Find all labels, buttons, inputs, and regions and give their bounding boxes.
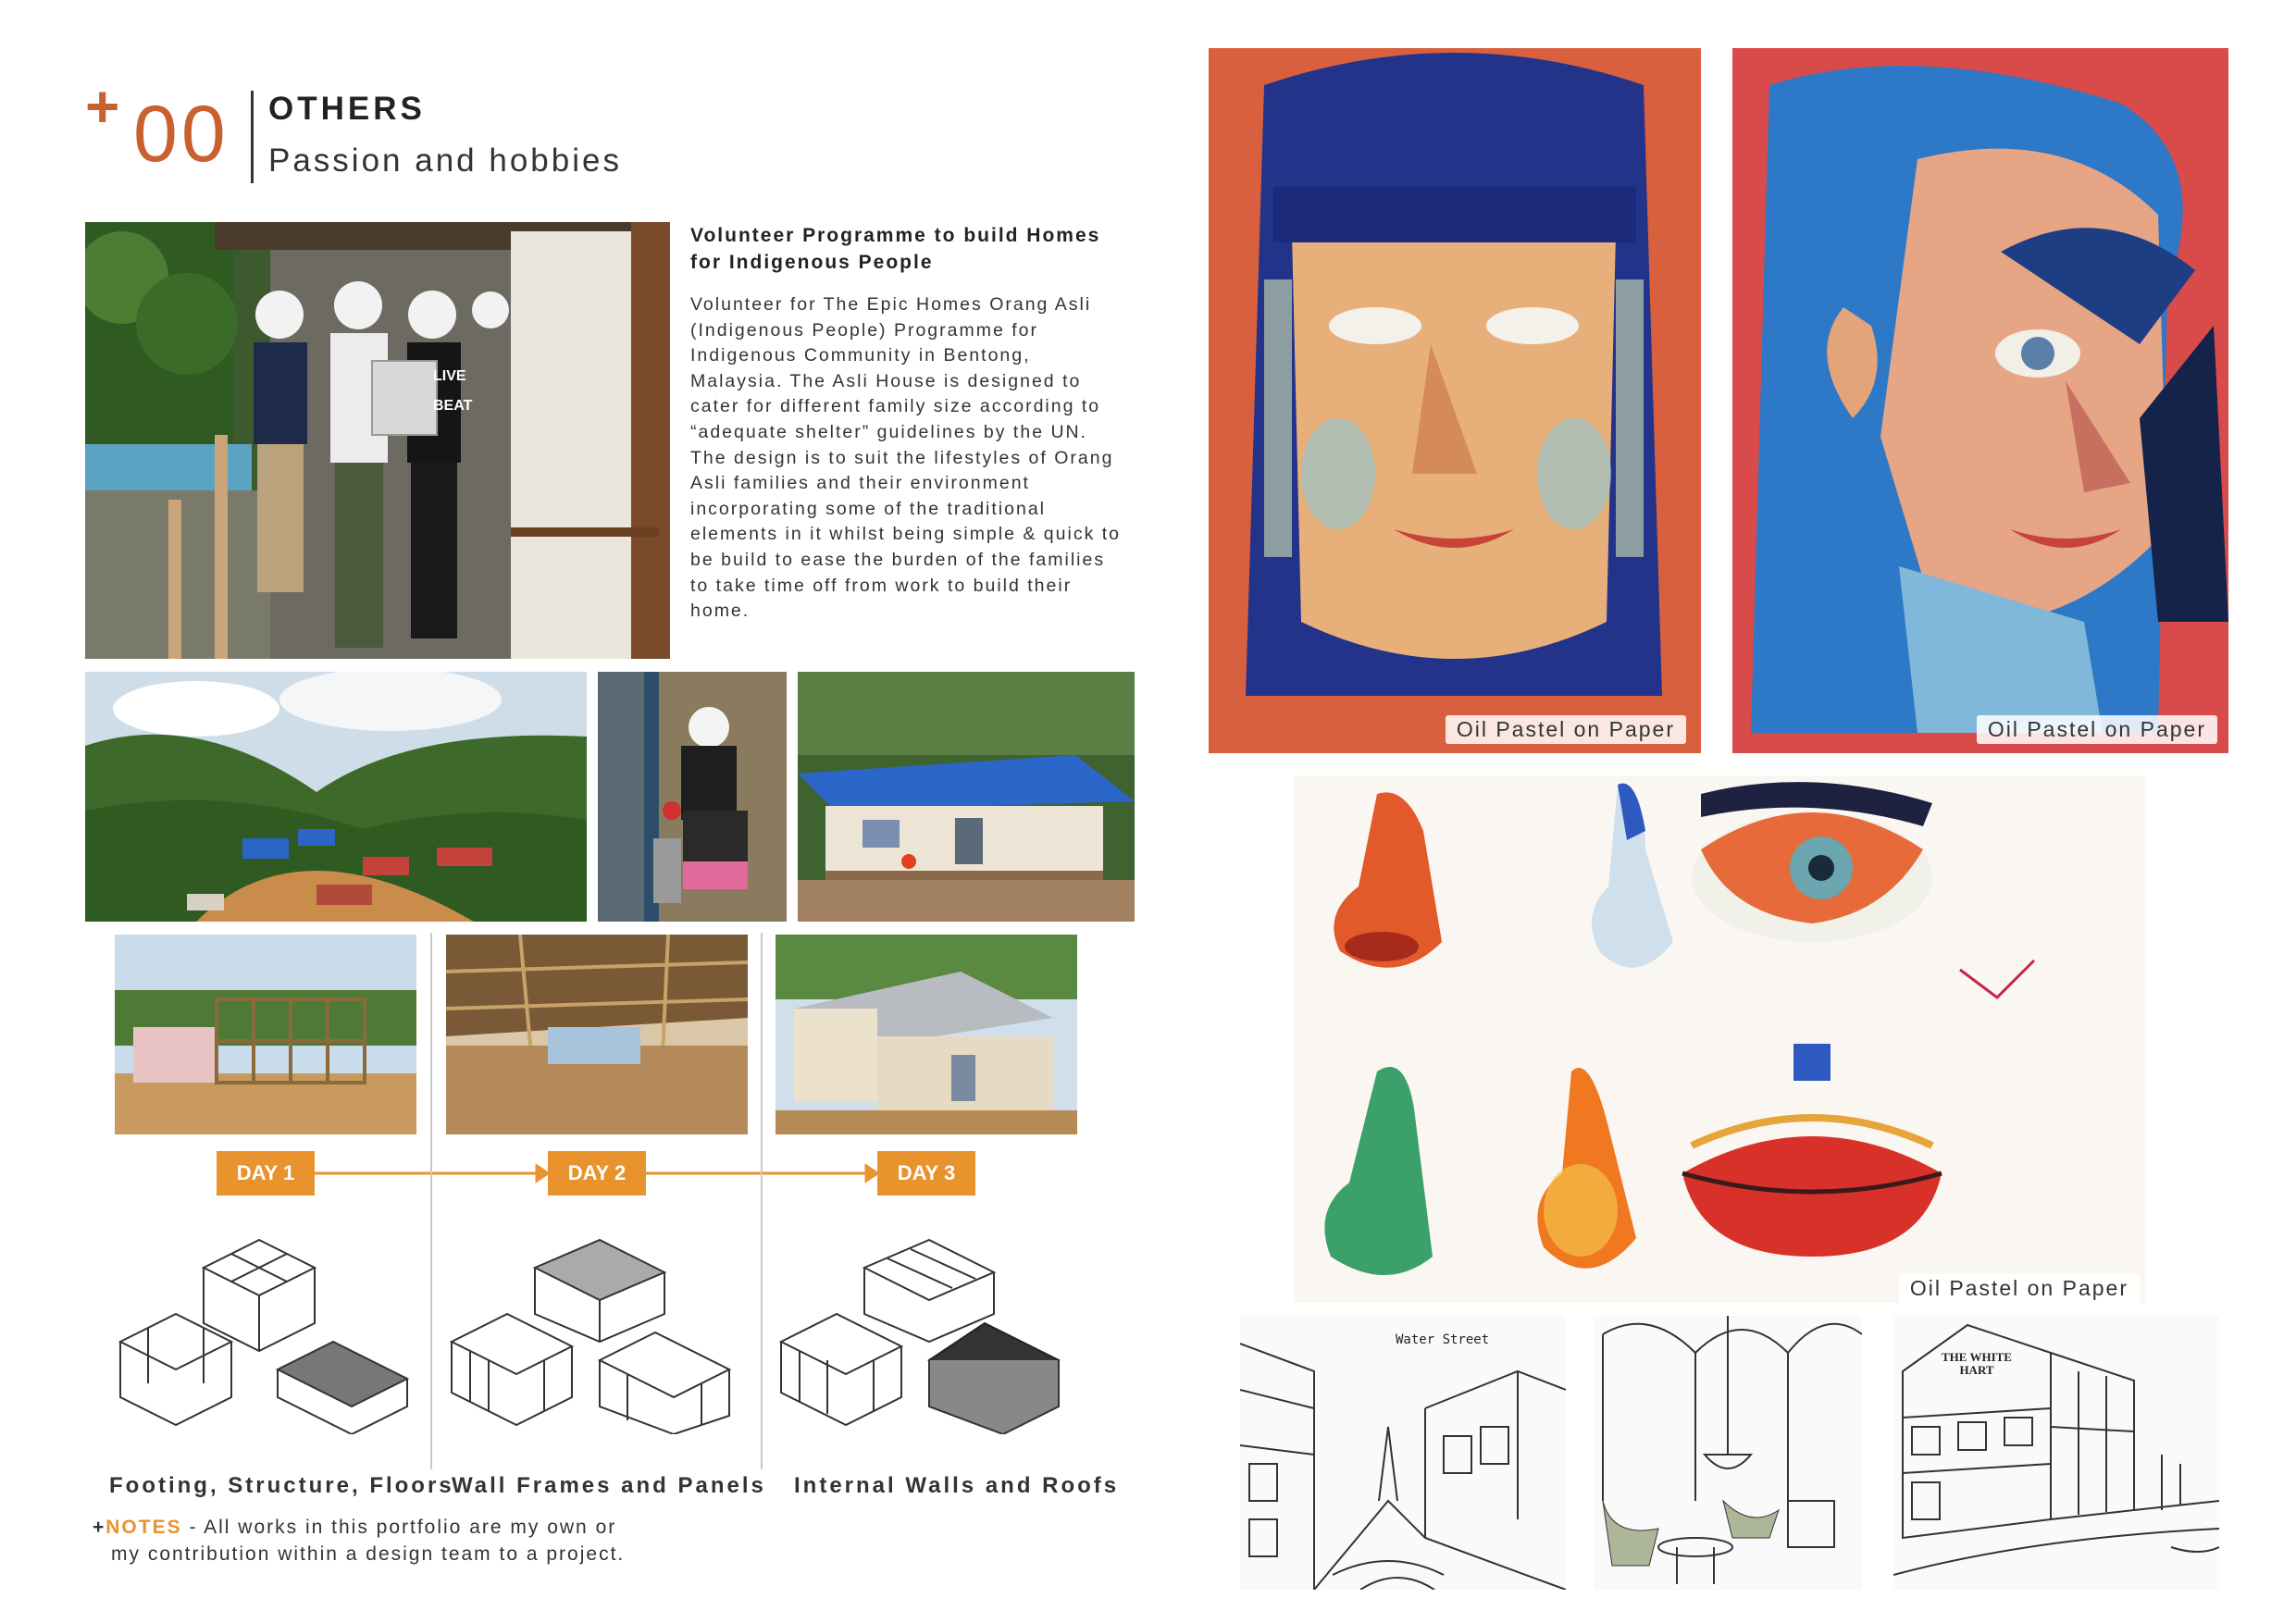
water-street-label: Water Street xyxy=(1396,1332,1490,1347)
white-hart-sign: THE WHITE HART xyxy=(1942,1350,2012,1377)
volunteer-group-photo xyxy=(85,222,670,659)
day2-isometric-diagrams xyxy=(442,1221,757,1434)
oil-pastel-painting-2 xyxy=(1732,48,2228,753)
oil-pastel-painting-1 xyxy=(1209,48,1701,753)
day1-construction-photo xyxy=(115,935,416,1134)
section-number-text: 00 xyxy=(133,90,230,179)
water-street-sketch xyxy=(1240,1316,1566,1590)
day3-caption: Internal Walls and Roofs xyxy=(794,1473,1120,1498)
day1-caption: Footing, Structure, Floors xyxy=(109,1473,454,1498)
header-divider xyxy=(251,91,254,183)
section-title: OTHERS xyxy=(268,91,426,127)
section-number xyxy=(85,73,242,179)
day3-isometric-diagrams xyxy=(772,1221,1086,1434)
section-subtitle: Passion and hobbies xyxy=(268,142,622,179)
day-divider-1 xyxy=(430,933,432,1469)
interior-hall-sketch xyxy=(1594,1316,1862,1590)
facial-features-studies xyxy=(1294,775,2145,1303)
volunteer-heading: Volunteer Programme to build Homes for Indigenous People xyxy=(690,225,1101,273)
volunteer-group-illustration xyxy=(85,222,670,659)
day3-label: DAY 3 xyxy=(877,1151,975,1196)
white-hart-sketch xyxy=(1893,1316,2219,1590)
facial-features-caption: Oil Pastel on Paper xyxy=(1899,1274,2140,1303)
volunteer-description: Volunteer for The Epic Homes Orang Asli (Indigenous People) Programme for Indigenous Community in Bentong, Malaysia. The Asli House is designed to cater for different family size according to “adequate shelter” guidelines by the UN. The design is to suit the lifestyles of Orang Asli families and their environment incorporating some of the traditional elements in it whilst being simple & quick to be build to ease the burden of the families to take time off from work to build their home. xyxy=(690,294,1122,622)
notes-prefix: NOTES xyxy=(105,1517,182,1538)
shirt-text-2: BEAT xyxy=(433,398,473,414)
painting-2-caption: Oil Pastel on Paper xyxy=(1977,715,2217,744)
notes-plus-icon: + xyxy=(93,1517,106,1538)
day2-label: DAY 2 xyxy=(548,1151,646,1196)
notes-line2: my contribution within a design team to a project. xyxy=(111,1543,626,1565)
day1-isometric-diagrams xyxy=(111,1221,426,1434)
day-divider-2 xyxy=(761,933,763,1469)
day2-caption: Wall Frames and Panels xyxy=(452,1473,766,1498)
day2-construction-photo xyxy=(446,935,748,1134)
day-arrows xyxy=(315,1157,881,1190)
notes xyxy=(93,1514,625,1567)
day3-construction-photo xyxy=(776,935,1077,1134)
notes-line1: - All works in this portfolio are my own or xyxy=(181,1517,617,1538)
plus-sign: + xyxy=(85,73,120,140)
day1-label: DAY 1 xyxy=(217,1151,315,1196)
village-aerial-photo xyxy=(85,672,587,922)
painting-1-caption: Oil Pastel on Paper xyxy=(1446,715,1686,744)
shirt-text: LIVE xyxy=(433,368,466,384)
volunteer-worker-photo xyxy=(598,672,787,922)
completed-house-photo xyxy=(798,672,1135,922)
